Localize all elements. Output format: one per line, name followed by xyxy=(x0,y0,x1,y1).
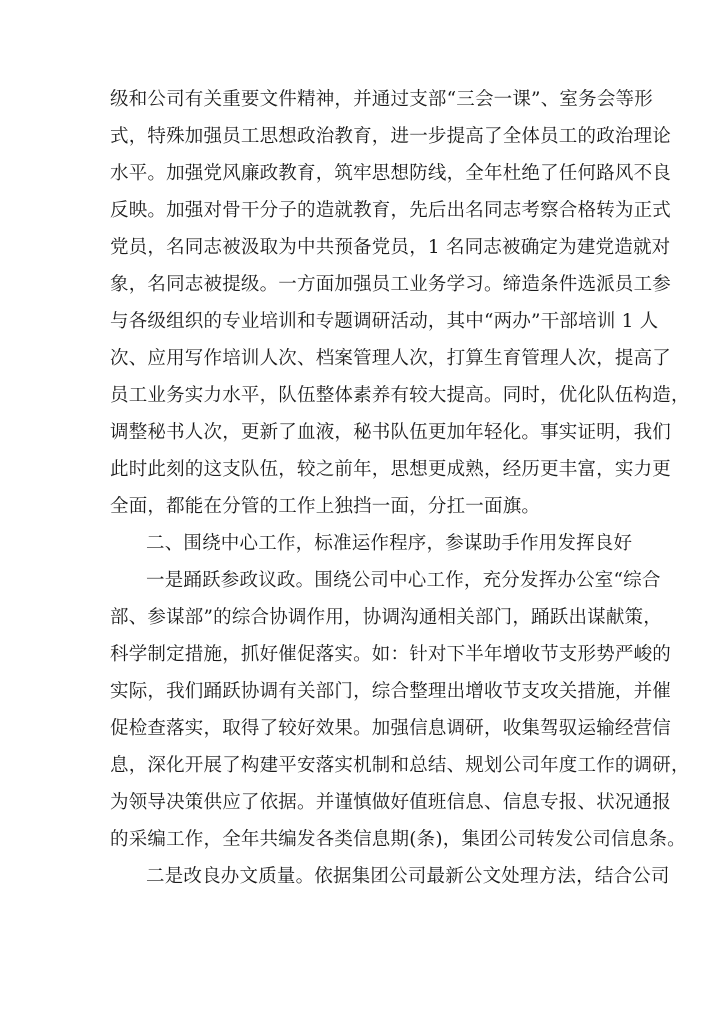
text-line: 次、应用写作培训人次、档案管理人次，打算生育管理人次，提高了 xyxy=(110,348,672,369)
text-line: 科学制定措施，抓好催促落实。如：针对下半年增收节支形势严峻的 xyxy=(110,644,672,665)
text-line: 一是踊跃参政议政。围绕公司中心工作，充分发挥办公室“综合 xyxy=(146,570,661,591)
text-line: 与各级组织的专业培训和专题调研活动，其中“两办”干部培训 1 人 xyxy=(110,311,659,332)
text-line: 级和公司有关重要文件精神，并通过支部“三会一课”、室务会等形 xyxy=(110,89,653,110)
text-line: 为领导决策供应了依据。并谨慎做好值班信息、信息专报、状况通报 xyxy=(110,792,672,813)
text-line: 全面，都能在分管的工作上独挡一面，分扛一面旗。 xyxy=(110,496,541,517)
text-line: 部、参谋部”的综合协调作用，协调沟通相关部门，踊跃出谋献策， xyxy=(110,607,662,628)
text-line: 员工业务实力水平，队伍整体素养有较大提高。同时，优化队伍构造， xyxy=(110,385,690,406)
text-line: 象，名同志被提级。一方面加强员工业务学习。缔造条件选派员工参 xyxy=(110,274,672,295)
text-line: 的采编工作，全年共编发各类信息期(条)，集团公司转发公司信息条。 xyxy=(110,829,686,850)
text-line: 水平。加强党风廉政教育，筑牢思想防线，全年杜绝了任何路风不良 xyxy=(110,163,672,184)
text-line: 促检查落实，取得了较好效果。加强信息调研，收集驾驭运输经营信 xyxy=(110,718,672,739)
text-line: 此时此刻的这支队伍，较之前年，思想更成熟，经历更丰富，实力更 xyxy=(110,459,672,480)
text-line: 式，特殊加强员工思想政治教育，进一步提高了全体员工的政治理论 xyxy=(110,126,672,147)
section-heading: 二、围绕中心工作，标准运作程序，参谋助手作用发挥良好 xyxy=(146,533,633,554)
text-line: 息，深化开展了构建平安落实机制和总结、规划公司年度工作的调研， xyxy=(110,755,690,776)
text-line: 实际，我们踊跃协调有关部门，综合整理出增收节支攻关措施，并催 xyxy=(110,681,672,702)
text-line: 反映。加强对骨干分子的造就教育，先后出名同志考察合格转为正式 xyxy=(110,200,672,221)
text-line: 党员，名同志被汲取为中共预备党员，1 名同志被确定为建党造就对 xyxy=(110,237,671,258)
text-line: 二是改良办文质量。依据集团公司最新公文处理方法，结合公司 xyxy=(146,866,670,887)
text-line: 调整秘书人次，更新了血液，秘书队伍更加年轻化。事实证明，我们 xyxy=(110,422,672,443)
